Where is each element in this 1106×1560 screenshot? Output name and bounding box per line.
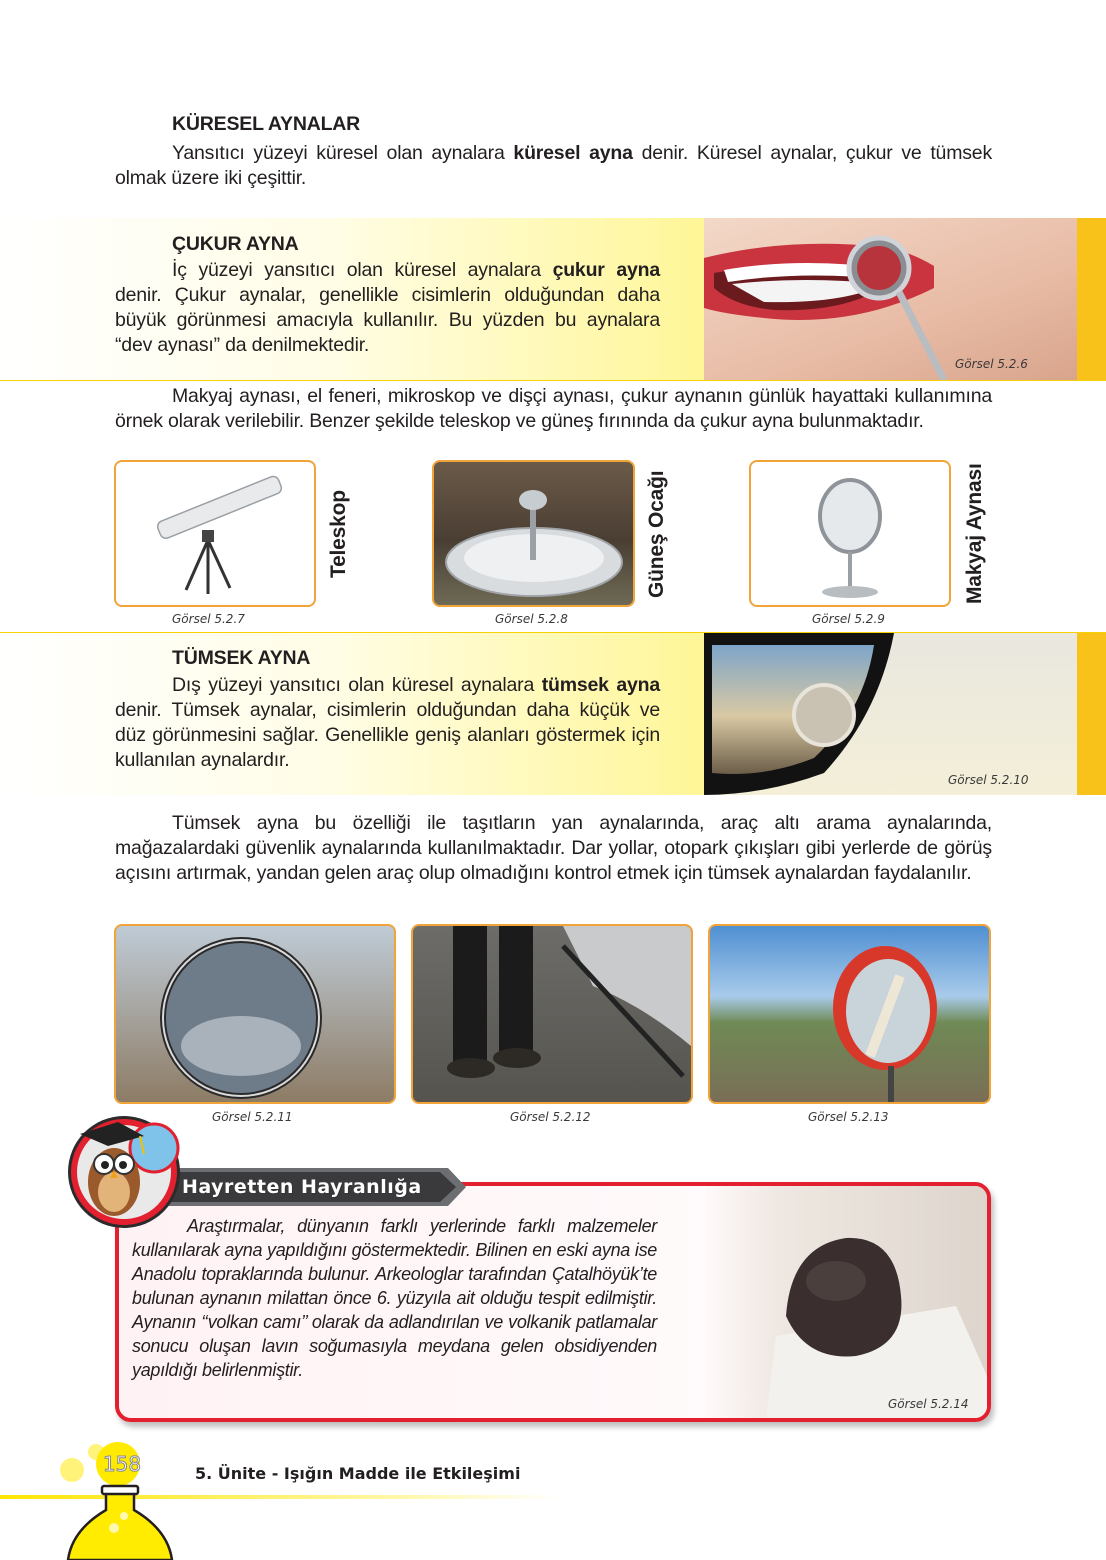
photo-side-mirror (704, 633, 1077, 795)
section-heading-cukur: ÇUKUR AYNA (172, 233, 299, 255)
caption-5-2-10: Görsel 5.2.10 (948, 773, 1029, 787)
owl-mascot-icon (58, 1102, 186, 1230)
photo-teleskop (114, 460, 316, 607)
band-tab-2 (1077, 633, 1106, 795)
section-heading-tumsek: TÜMSEK AYNA (172, 647, 311, 669)
flask-decoration (52, 1420, 192, 1560)
band-tab (1077, 218, 1106, 380)
caption-5-2-12: Görsel 5.2.12 (510, 1110, 591, 1124)
box-title: Hayretten Hayranlığa (182, 1176, 422, 1198)
caption-5-2-14: Görsel 5.2.14 (888, 1397, 969, 1411)
label-makyaj-aynasi: Makyaj Aynası (963, 463, 986, 604)
paragraph-tumsek: Dış yüzeyi yansıtıcı olan küresel aynalara tümsek ayna denir. Tümsek aynalar, cisimlerin olduğundan daha küçük ve düz görünmesini sağlar. Genellikle geniş alanları göstermek için kullanılan aynalardır. (115, 674, 660, 771)
photo-under-vehicle-mirror (411, 924, 693, 1104)
photo-makyaj-aynasi (749, 460, 951, 607)
band-divider (0, 380, 1106, 381)
caption-5-2-11: Görsel 5.2.11 (212, 1110, 293, 1124)
photo-dental-mirror (704, 218, 1077, 380)
footer-unit-title: 5. Ünite - Işığın Madde ile Etkileşimi (195, 1464, 521, 1483)
under-vehicle-mirror-illustration (413, 926, 691, 1102)
telescope-illustration (116, 462, 314, 605)
photo-road-mirror (708, 924, 991, 1104)
photo-obsidian-mirror (706, 1186, 987, 1418)
paragraph-cukur: İç yüzeyi yansıtıcı olan küresel aynalara çukur ayna denir. Çukur aynalar, genellikle cisimlerin olduğundan daha büyük görünmesi amacıyla kullanılır. Bu yüzden bu aynalara “dev aynası” da denilmektedir. (115, 259, 661, 356)
section-heading-kuresel: KÜRESEL AYNALAR (172, 113, 361, 135)
caption-5-2-9: Görsel 5.2.9 (812, 612, 885, 626)
road-mirror-illustration (710, 926, 989, 1102)
paragraph-kuresel: Yansıtıcı yüzeyi küresel olan aynalara küresel ayna denir. Küresel aynalar, çukur ve tümsek olmak üzere iki çeşittir. (115, 142, 992, 189)
box-paragraph: Araştırmalar, dünyanın farklı yerlerinde farklı malzemeler kullanılarak ayna yapıldığını göstermektedir. Bilinen en eski ayna ise Anadolu topraklarında bulunur. Arkeologlar tarafından Çatalhöyük’te bulunan aynanın milattan önce 6. yüzyıla ait olduğu tespit edilmiştir. Aynanın ‘‘volkan camı’’ olarak da adlandırılan ve volkanik patlamalar sonucu oluşan lavın soğumasıyla meydana gelen obsidiyenden yapıldığı belirlenmiştir. (132, 1216, 657, 1380)
label-teleskop: Teleskop (327, 490, 350, 578)
caption-5-2-7: Görsel 5.2.7 (172, 612, 245, 626)
paragraph-cukur-usage: Makyaj aynası, el feneri, mikroskop ve dişçi aynası, çukur aynanın günlük hayattaki kullanımına örnek olarak verilebilir. Benzer şekilde teleskop ve güneş fırınında da çukur ayna bulunmaktadır. (115, 385, 992, 432)
photo-convex-traffic-mirror (114, 924, 396, 1104)
side-mirror-illustration (704, 633, 1077, 795)
caption-5-2-13: Görsel 5.2.13 (808, 1110, 889, 1124)
photo-gunes-ocagi (432, 460, 635, 607)
page-number: 158 (102, 1452, 142, 1476)
label-gunes-ocagi: Güneş Ocağı (645, 470, 668, 598)
makeup-mirror-illustration (751, 462, 949, 605)
obsidian-mirror-illustration (706, 1186, 987, 1418)
owl-mascot (58, 1102, 186, 1230)
solar-cooker-illustration (434, 462, 633, 605)
convex-mirror-illustration (116, 926, 394, 1102)
paragraph-tumsek-usage: Tümsek ayna bu özelliği ile taşıtların yan aynalarında, araç altı arama aynalarında, mağazalardaki güvenlik aynalarında kullanılmaktadır. Dar yollar, otopark çıkışları gibi yerlerde de görüş açısını artırmak, yandan gelen araç olup olmadığını kontrol etmek için tümsek aynalardan faydalanılır. (115, 812, 992, 884)
caption-5-2-6: Görsel 5.2.6 (955, 357, 1028, 371)
dental-mirror-illustration (704, 218, 1077, 380)
caption-5-2-8: Görsel 5.2.8 (495, 612, 568, 626)
